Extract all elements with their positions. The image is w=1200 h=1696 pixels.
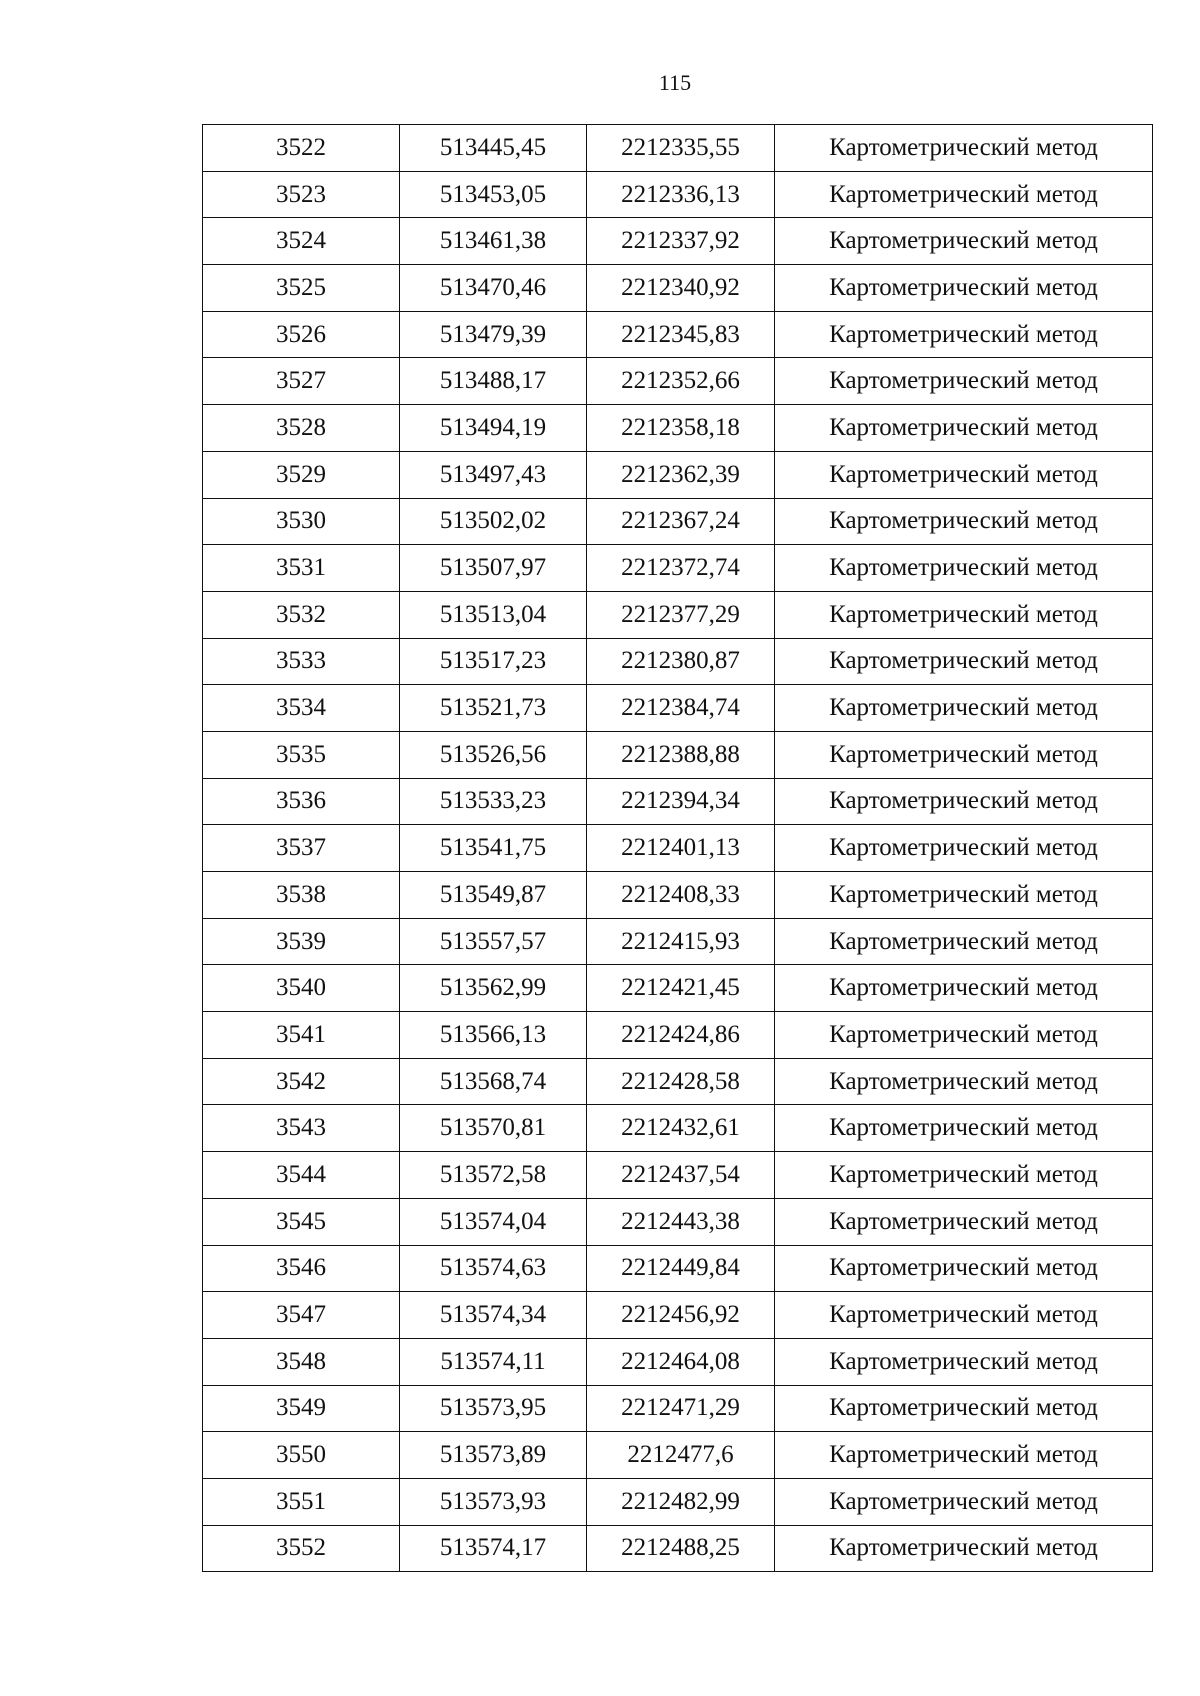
point-number-cell: 3532 [203,591,400,638]
table-row [203,965,1153,1012]
point-number-cell: 3550 [203,1432,400,1479]
point-number-cell: 3543 [203,1105,400,1152]
point-number-cell: 3549 [203,1385,400,1432]
point-number-cell: 3526 [203,311,400,358]
y-coordinate-cell: 2212464,08 [587,1338,775,1385]
x-coordinate-cell: 513479,39 [400,311,587,358]
y-coordinate-cell: 2212449,84 [587,1245,775,1292]
y-coordinate-cell: 2212362,39 [587,451,775,498]
point-number-cell: 3547 [203,1292,400,1339]
method-cell: Картометрический метод [775,1058,1153,1105]
x-coordinate-cell: 513470,46 [400,265,587,312]
point-number-cell: 3548 [203,1338,400,1385]
table-row [203,1245,1153,1292]
method-cell: Картометрический метод [775,778,1153,825]
y-coordinate-cell: 2212380,87 [587,638,775,685]
y-coordinate-cell: 2212358,18 [587,405,775,452]
x-coordinate-cell: 513574,17 [400,1525,587,1572]
x-coordinate-cell: 513513,04 [400,591,587,638]
method-cell: Картометрический метод [775,685,1153,732]
x-coordinate-cell: 513574,34 [400,1292,587,1339]
point-number-cell: 3533 [203,638,400,685]
point-number-cell: 3545 [203,1198,400,1245]
point-number-cell: 3523 [203,171,400,218]
x-coordinate-cell: 513572,58 [400,1152,587,1199]
point-number-cell: 3541 [203,1012,400,1059]
y-coordinate-cell: 2212352,66 [587,358,775,405]
y-coordinate-cell: 2212477,6 [587,1432,775,1479]
x-coordinate-cell: 513562,99 [400,965,587,1012]
table-row [203,1105,1153,1152]
table-row [203,1152,1153,1199]
x-coordinate-cell: 513574,11 [400,1338,587,1385]
table-row [203,125,1153,172]
table-row [203,451,1153,498]
x-coordinate-cell: 513541,75 [400,825,587,872]
point-number-cell: 3540 [203,965,400,1012]
method-cell: Картометрический метод [775,1292,1153,1339]
x-coordinate-cell: 513533,23 [400,778,587,825]
table-row [203,685,1153,732]
x-coordinate-cell: 513502,02 [400,498,587,545]
method-cell: Картометрический метод [775,1338,1153,1385]
coordinates-table [202,124,1153,1572]
point-number-cell: 3551 [203,1478,400,1525]
y-coordinate-cell: 2212471,29 [587,1385,775,1432]
x-coordinate-cell: 513566,13 [400,1012,587,1059]
table-row [203,1292,1153,1339]
y-coordinate-cell: 2212345,83 [587,311,775,358]
point-number-cell: 3530 [203,498,400,545]
y-coordinate-cell: 2212335,55 [587,125,775,172]
x-coordinate-cell: 513568,74 [400,1058,587,1105]
point-number-cell: 3531 [203,545,400,592]
point-number-cell: 3552 [203,1525,400,1572]
table-row [203,1525,1153,1572]
y-coordinate-cell: 2212437,54 [587,1152,775,1199]
table-row [203,1338,1153,1385]
x-coordinate-cell: 513557,57 [400,918,587,965]
point-number-cell: 3522 [203,125,400,172]
method-cell: Картометрический метод [775,498,1153,545]
x-coordinate-cell: 513573,95 [400,1385,587,1432]
point-number-cell: 3525 [203,265,400,312]
y-coordinate-cell: 2212340,92 [587,265,775,312]
method-cell: Картометрический метод [775,171,1153,218]
point-number-cell: 3535 [203,731,400,778]
table-row [203,1432,1153,1479]
y-coordinate-cell: 2212415,93 [587,918,775,965]
point-number-cell: 3524 [203,218,400,265]
point-number-cell: 3529 [203,451,400,498]
x-coordinate-cell: 513517,23 [400,638,587,685]
table-row [203,171,1153,218]
page-number: 115 [658,70,692,95]
table-row [203,591,1153,638]
point-number-cell: 3536 [203,778,400,825]
table-row [203,311,1153,358]
x-coordinate-cell: 513573,89 [400,1432,587,1479]
method-cell: Картометрический метод [775,591,1153,638]
method-cell: Картометрический метод [775,1152,1153,1199]
method-cell: Картометрический метод [775,731,1153,778]
method-cell: Картометрический метод [775,872,1153,919]
y-coordinate-cell: 2212428,58 [587,1058,775,1105]
point-number-cell: 3542 [203,1058,400,1105]
y-coordinate-cell: 2212394,34 [587,778,775,825]
y-coordinate-cell: 2212421,45 [587,965,775,1012]
table-row [203,825,1153,872]
table-row [203,872,1153,919]
table-row [203,1058,1153,1105]
y-coordinate-cell: 2212377,29 [587,591,775,638]
point-number-cell: 3534 [203,685,400,732]
table-row [203,778,1153,825]
method-cell: Картометрический метод [775,218,1153,265]
method-cell: Картометрический метод [775,1385,1153,1432]
method-cell: Картометрический метод [775,311,1153,358]
y-coordinate-cell: 2212482,99 [587,1478,775,1525]
x-coordinate-cell: 513445,45 [400,125,587,172]
point-number-cell: 3544 [203,1152,400,1199]
table-row [203,218,1153,265]
table-row [203,545,1153,592]
x-coordinate-cell: 513494,19 [400,405,587,452]
x-coordinate-cell: 513453,05 [400,171,587,218]
method-cell: Картометрический метод [775,451,1153,498]
point-number-cell: 3538 [203,872,400,919]
method-cell: Картометрический метод [775,265,1153,312]
x-coordinate-cell: 513488,17 [400,358,587,405]
x-coordinate-cell: 513507,97 [400,545,587,592]
y-coordinate-cell: 2212408,33 [587,872,775,919]
method-cell: Картометрический метод [775,1012,1153,1059]
table-row [203,498,1153,545]
x-coordinate-cell: 513526,56 [400,731,587,778]
y-coordinate-cell: 2212337,92 [587,218,775,265]
method-cell: Картометрический метод [775,1245,1153,1292]
point-number-cell: 3546 [203,1245,400,1292]
y-coordinate-cell: 2212432,61 [587,1105,775,1152]
x-coordinate-cell: 513574,04 [400,1198,587,1245]
x-coordinate-cell: 513574,63 [400,1245,587,1292]
method-cell: Картометрический метод [775,1105,1153,1152]
table-row [203,638,1153,685]
table-row [203,731,1153,778]
method-cell: Картометрический метод [775,965,1153,1012]
y-coordinate-cell: 2212443,38 [587,1198,775,1245]
table-row [203,1198,1153,1245]
method-cell: Картометрический метод [775,638,1153,685]
method-cell: Картометрический метод [775,1478,1153,1525]
y-coordinate-cell: 2212388,88 [587,731,775,778]
x-coordinate-cell: 513521,73 [400,685,587,732]
method-cell: Картометрический метод [775,918,1153,965]
table-row [203,918,1153,965]
x-coordinate-cell: 513549,87 [400,872,587,919]
point-number-cell: 3527 [203,358,400,405]
method-cell: Картометрический метод [775,545,1153,592]
table-row [203,358,1153,405]
table-row [203,1012,1153,1059]
point-number-cell: 3528 [203,405,400,452]
method-cell: Картометрический метод [775,405,1153,452]
method-cell: Картометрический метод [775,825,1153,872]
y-coordinate-cell: 2212372,74 [587,545,775,592]
method-cell: Картометрический метод [775,1432,1153,1479]
y-coordinate-cell: 2212488,25 [587,1525,775,1572]
y-coordinate-cell: 2212424,86 [587,1012,775,1059]
x-coordinate-cell: 513573,93 [400,1478,587,1525]
method-cell: Картометрический метод [775,1525,1153,1572]
table-row [203,405,1153,452]
table-row [203,1478,1153,1525]
point-number-cell: 3537 [203,825,400,872]
point-number-cell: 3539 [203,918,400,965]
x-coordinate-cell: 513497,43 [400,451,587,498]
y-coordinate-cell: 2212401,13 [587,825,775,872]
x-coordinate-cell: 513570,81 [400,1105,587,1152]
y-coordinate-cell: 2212367,24 [587,498,775,545]
coordinates-table-body [203,125,1153,1572]
y-coordinate-cell: 2212336,13 [587,171,775,218]
x-coordinate-cell: 513461,38 [400,218,587,265]
y-coordinate-cell: 2212456,92 [587,1292,775,1339]
table-row [203,265,1153,312]
table-row [203,1385,1153,1432]
method-cell: Картометрический метод [775,358,1153,405]
y-coordinate-cell: 2212384,74 [587,685,775,732]
method-cell: Картометрический метод [775,125,1153,172]
method-cell: Картометрический метод [775,1198,1153,1245]
